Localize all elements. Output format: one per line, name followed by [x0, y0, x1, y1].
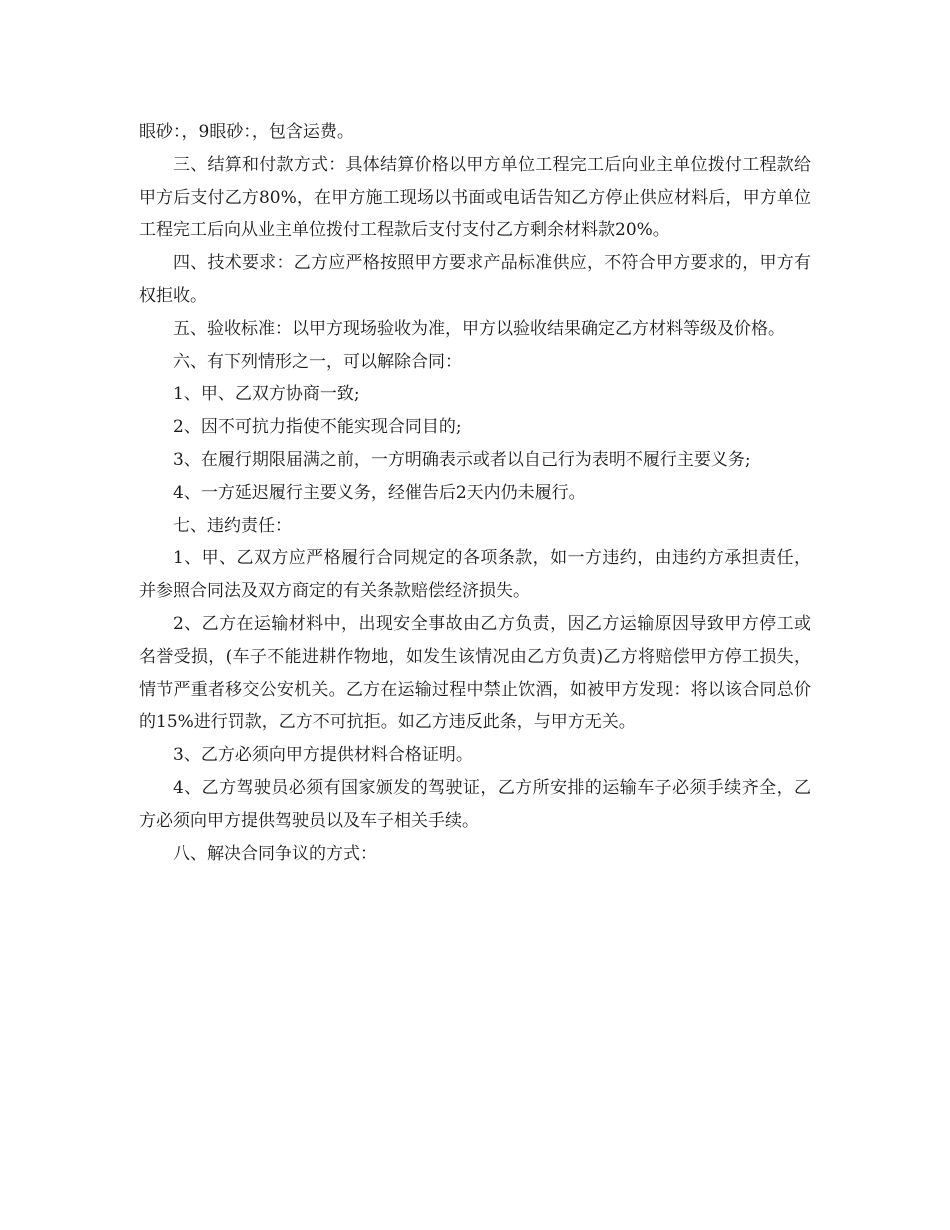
paragraph-liability-heading: 七、违约责任：: [173, 515, 292, 536]
paragraph-liability-item-1: 1、甲、乙双方应严格履行合同规定的各项条款，如一方违约，由违约方承担责任，并参照合同法及双方商定的有关条款赔偿经济损失。: [139, 548, 811, 602]
paragraph-dispute-heading: 八、解决合同争议的方式：: [173, 843, 377, 864]
paragraph-liability-item-3: 3、乙方必须向甲方提供材料合格证明。: [173, 745, 473, 766]
paragraph-termination-item-3: 3、在履行期限届满之前，一方明确表示或者以自己行为表明不履行主要义务;: [173, 449, 751, 470]
paragraph-termination-item-4: 4、一方延迟履行主要义务，经催告后2天内仍未履行。: [173, 482, 586, 503]
paragraph-liability-item-4: 4、乙方驾驶员必须有国家颁发的驾驶证，乙方所安排的运输车子必须手续齐全，乙方必须向甲方提供驾驶员以及车子相关手续。: [139, 777, 811, 831]
paragraph-termination-heading: 六、有下列情形之一，可以解除合同：: [173, 351, 462, 372]
document-body: [139, 116, 811, 870]
paragraph-termination-item-2: 2、因不可抗力指使不能实现合同目的;: [173, 417, 462, 438]
paragraph-settlement-payment: 三、结算和付款方式：具体结算价格以甲方单位工程完工后向业主单位拨付工程款给甲方后支付乙方80%，在甲方施工现场以书面或电话告知乙方停止供应材料后，甲方单位工程完工后向从业主单位拨付工程款后支付支付乙方剩余材料款20%。: [139, 154, 811, 241]
paragraph-acceptance-standard: 五、验收标准：以甲方现场验收为准，甲方以验收结果确定乙方材料等级及价格。: [173, 318, 785, 339]
paragraph-liability-item-2: 2、乙方在运输材料中，出现安全事故由乙方负责，因乙方运输原因导致甲方停工或名誉受损，(车子不能进耕作物地，如发生该情况由乙方负责)乙方将赔偿甲方停工损失，情节严重者移交公安机关。乙方在运输过程中禁止饮酒，如被甲方发现：将以该合同总价的15%进行罚款，乙方不可抗拒。如乙方违反此条，与甲方无关。: [139, 613, 811, 733]
paragraph-termination-item-1: 1、甲、乙双方协商一致;: [173, 384, 360, 405]
paragraph-technical-requirements: 四、技术要求：乙方应严格按照甲方要求产品标准供应，不符合甲方要求的，甲方有权拒收。: [139, 253, 811, 306]
paragraph-sand-pricing: 眼砂：，9眼砂：，包含运费。: [139, 122, 354, 142]
